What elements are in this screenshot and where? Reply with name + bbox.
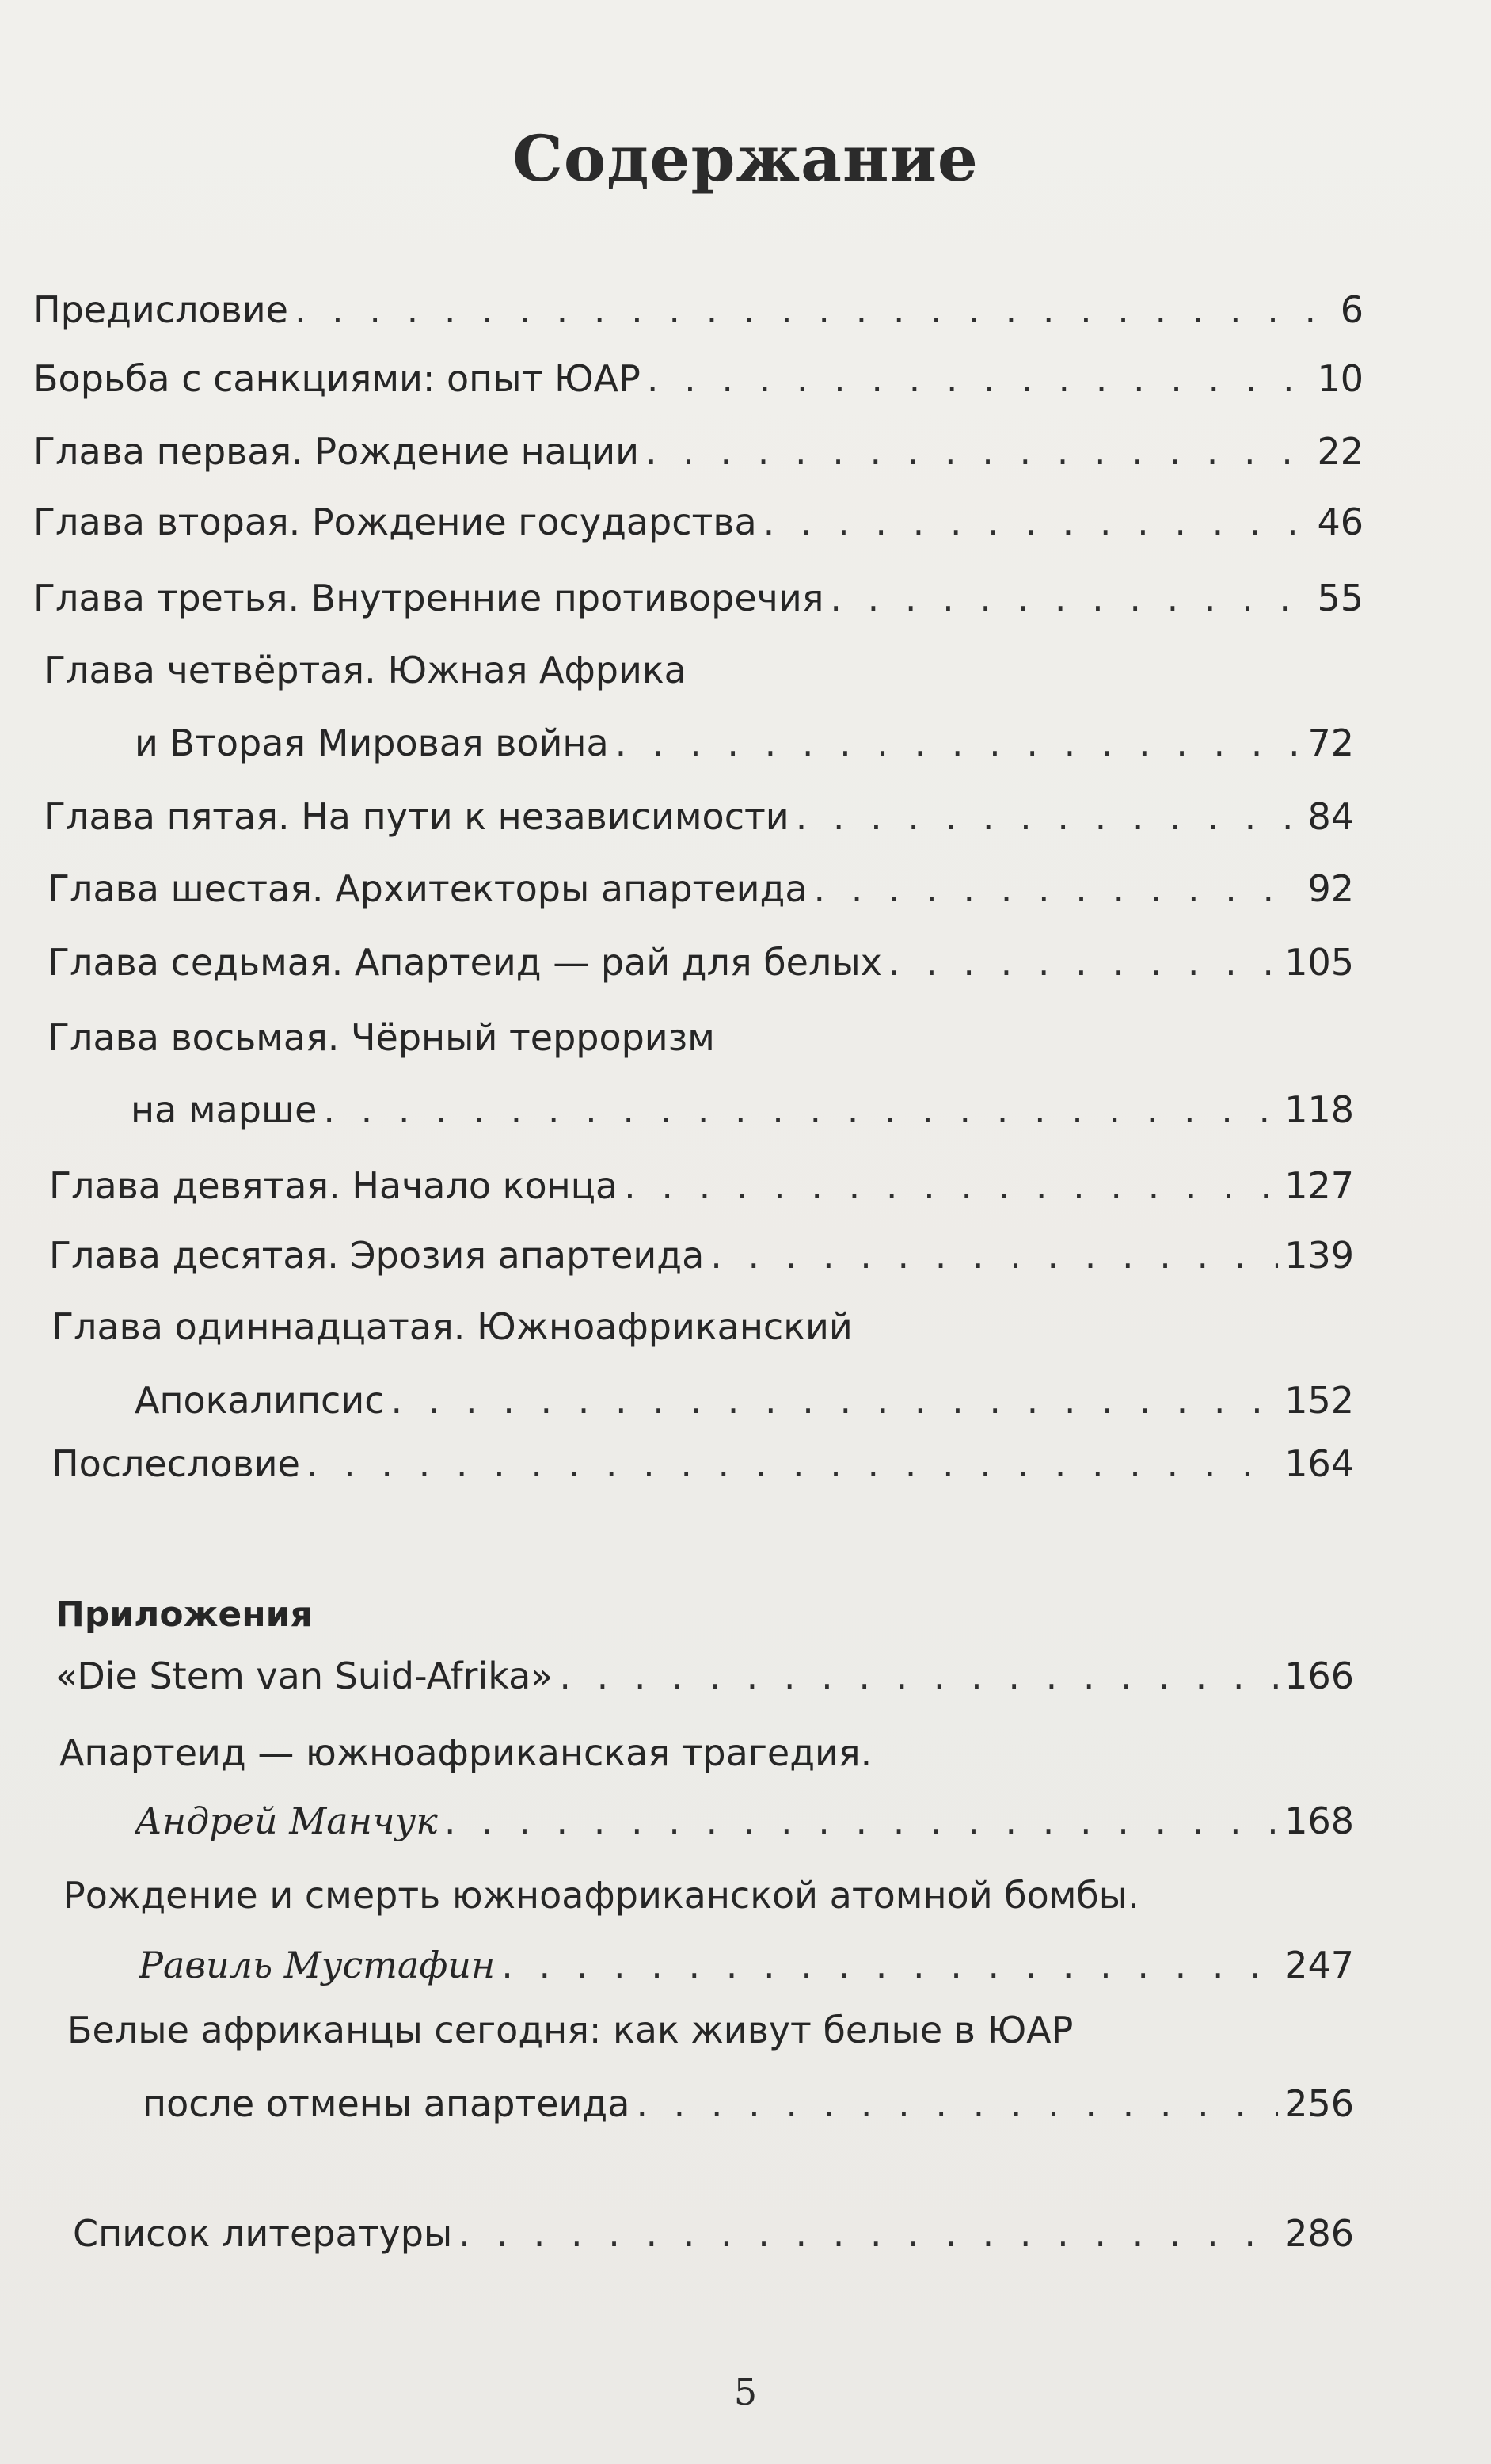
dot-leader xyxy=(615,717,1302,769)
toc-entry-chapter-8 xyxy=(131,1083,1354,1136)
dot-leader xyxy=(295,284,1334,336)
toc-entry-sanctions xyxy=(33,352,1364,405)
appendix-entry-apartheid xyxy=(135,1795,1354,1847)
toc-entry-page: 22 xyxy=(1317,430,1364,473)
toc-entry-page: 166 xyxy=(1284,1655,1354,1697)
dot-leader xyxy=(559,1650,1278,1702)
toc-entry-page: 92 xyxy=(1307,867,1354,910)
appendix-heading: Приложения xyxy=(55,1594,313,1635)
toc-entry-text: и Вторая Мировая война xyxy=(135,722,609,764)
page-title: Содержание xyxy=(512,121,979,196)
toc-entry-page: 247 xyxy=(1284,1944,1354,1986)
dot-leader xyxy=(645,425,1310,478)
dot-leader xyxy=(647,352,1311,405)
toc-entry-text: Борьба с санкциями: опыт ЮАР xyxy=(33,357,641,400)
toc-entry-page: 6 xyxy=(1340,288,1364,331)
toc-entry-chapter-3 xyxy=(33,572,1364,624)
toc-entry-chapter-1 xyxy=(33,425,1364,478)
toc-entry-chapter-10 xyxy=(49,1229,1354,1282)
toc-entry-text: на марше xyxy=(131,1088,318,1131)
toc-entry-text: Глава седьмая. Апартеид — рай для белых xyxy=(48,941,882,984)
toc-entry-text: «Die Stem van Suid-Afrika» xyxy=(55,1655,553,1697)
toc-entry-chapter-7 xyxy=(48,936,1354,988)
toc-entry-chapter-9 xyxy=(49,1160,1354,1212)
appendix-entry-bomb xyxy=(139,1939,1354,1991)
toc-entry-chapter-4 xyxy=(135,717,1354,769)
toc-entry-page: 118 xyxy=(1284,1088,1354,1131)
dot-leader xyxy=(830,572,1310,624)
dot-leader xyxy=(710,1229,1278,1282)
toc-entry-chapter-11-line1: Глава одиннадцатая. Южноафриканский xyxy=(51,1305,853,1348)
toc-entry-page: 152 xyxy=(1284,1379,1354,1422)
toc-entry-page: 72 xyxy=(1307,722,1354,764)
toc-entry-page: 168 xyxy=(1284,1799,1354,1842)
appendix-entry-whites xyxy=(143,2077,1354,2130)
dot-leader xyxy=(636,2077,1278,2130)
toc-entry-page: 84 xyxy=(1307,795,1354,838)
dot-leader xyxy=(458,2207,1278,2260)
appendix-entry-bomb-line1: Рождение и смерть южноафриканской атомной бомбы. xyxy=(63,1874,1139,1917)
toc-entry-page: 105 xyxy=(1284,941,1354,984)
toc-entry-chapter-11 xyxy=(135,1374,1354,1426)
toc-entry-chapter-2 xyxy=(33,496,1364,548)
toc-entry-author: Андрей Манчук xyxy=(135,1799,438,1842)
toc-entry-page: 10 xyxy=(1317,357,1364,400)
toc-entry-chapter-4-line1: Глава четвёртая. Южная Африка xyxy=(44,649,687,691)
toc-entry-text: Глава шестая. Архитекторы апартеида xyxy=(48,867,808,910)
toc-entry-text: после отмены апартеида xyxy=(143,2082,630,2125)
dot-leader xyxy=(888,936,1278,988)
toc-entry-text: Глава вторая. Рождение государства xyxy=(33,501,757,543)
toc-entry-text: Глава первая. Рождение нации xyxy=(33,430,640,473)
appendix-entry-bibliography xyxy=(73,2207,1354,2260)
toc-entry-afterword xyxy=(51,1438,1354,1490)
toc-entry-text: Глава десятая. Эрозия апартеида xyxy=(49,1234,705,1277)
toc-entry-page: 256 xyxy=(1284,2082,1354,2125)
toc-entry-page: 164 xyxy=(1284,1442,1354,1485)
toc-entry-text: Глава третья. Внутренние противоречия xyxy=(33,577,824,619)
toc-entry-text: Глава пятая. На пути к независимости xyxy=(44,795,789,838)
appendix-entry-apartheid-line1: Апартеид — южноафриканская трагедия. xyxy=(59,1731,873,1774)
toc-entry-text: Послесловие xyxy=(51,1442,300,1485)
appendix-entry-anthem xyxy=(55,1650,1354,1702)
appendix-entry-whites-line1: Белые африканцы сегодня: как живут белые в ЮАР xyxy=(67,2009,1074,2051)
dot-leader xyxy=(796,790,1302,843)
dot-leader xyxy=(391,1374,1279,1426)
dot-leader xyxy=(763,496,1311,548)
dot-leader xyxy=(624,1160,1278,1212)
dot-leader xyxy=(444,1795,1278,1847)
dot-leader xyxy=(306,1438,1278,1490)
toc-entry-preface xyxy=(33,284,1364,336)
dot-leader xyxy=(501,1939,1278,1991)
toc-entry-text: Список литературы xyxy=(73,2212,453,2255)
dot-leader xyxy=(323,1083,1278,1136)
toc-entry-page: 286 xyxy=(1284,2212,1354,2255)
toc-entry-page: 127 xyxy=(1284,1164,1354,1207)
toc-entry-page: 55 xyxy=(1317,577,1364,619)
toc-entry-chapter-8-line1: Глава восьмая. Чёрный терроризм xyxy=(48,1016,715,1059)
toc-entry-text: Апокалипсис xyxy=(135,1379,385,1422)
toc-entry-author: Равиль Мустафин xyxy=(139,1944,496,1986)
toc-entry-page: 139 xyxy=(1284,1234,1354,1277)
toc-entry-text: Глава девятая. Начало конца xyxy=(49,1164,618,1207)
dot-leader xyxy=(814,863,1302,915)
toc-entry-chapter-6 xyxy=(48,863,1354,915)
toc-entry-page: 46 xyxy=(1317,501,1364,543)
toc-entry-text: Предисловие xyxy=(33,288,288,331)
page-number: 5 xyxy=(733,2371,758,2413)
toc-entry-chapter-5 xyxy=(44,790,1354,843)
